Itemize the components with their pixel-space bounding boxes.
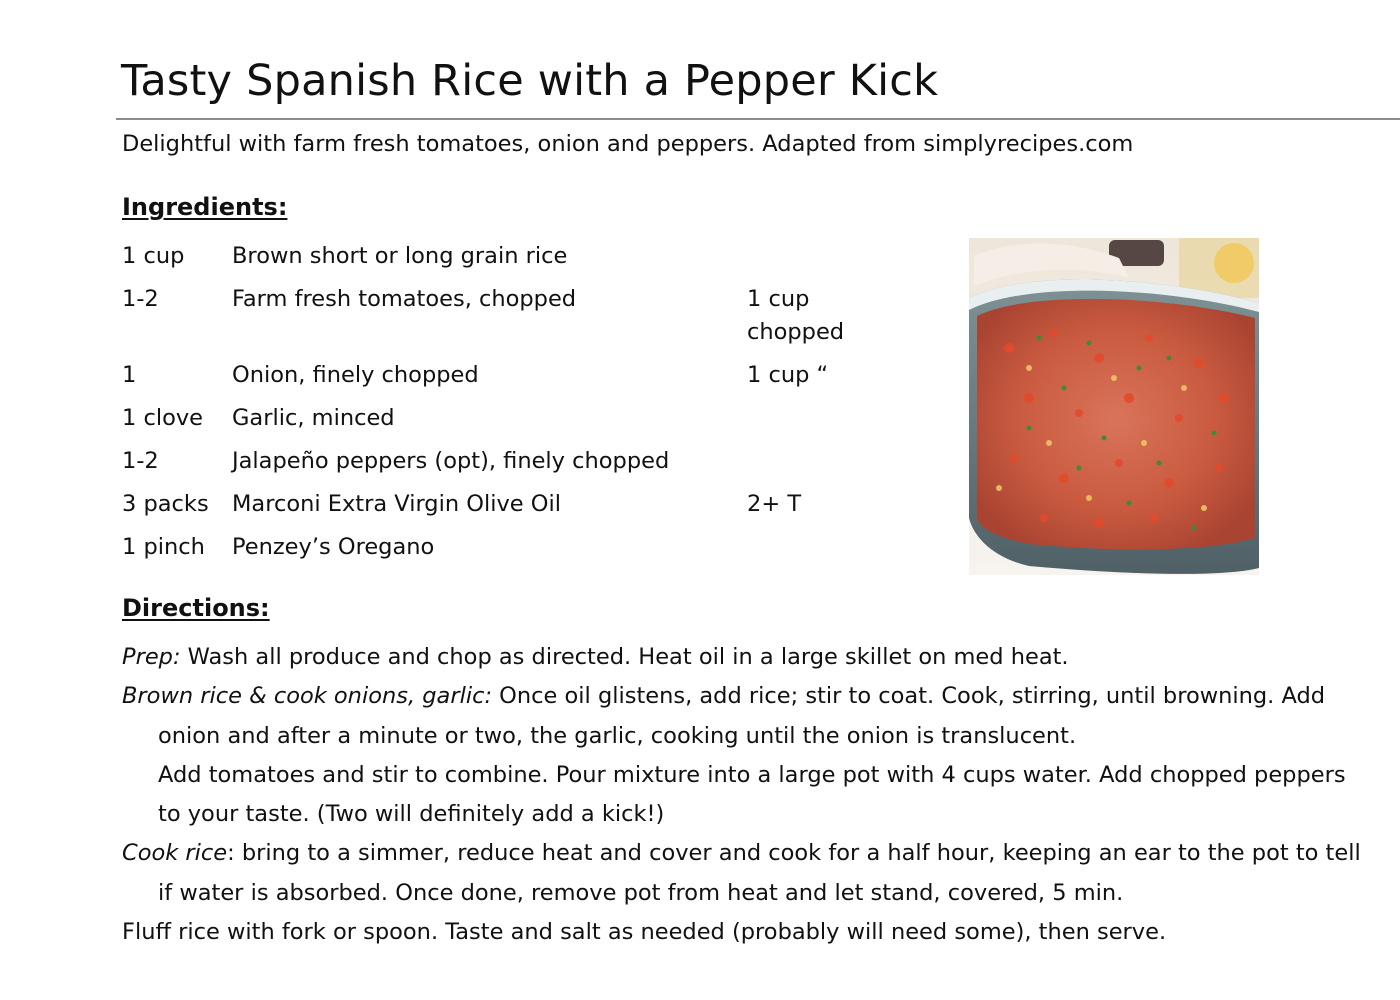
title-divider [116, 118, 1400, 120]
ingredient-quantity: 1 [122, 362, 137, 388]
ingredient-quantity: 1 clove [122, 405, 204, 431]
ingredient-name: Jalapeño peppers (opt), finely chopped [232, 448, 670, 474]
ingredient-name: Onion, finely chopped [232, 362, 479, 388]
ingredient-name: Brown short or long grain rice [232, 243, 568, 269]
ingredient-row [122, 488, 902, 521]
step-label: Brown rice & cook onions, garlic: [122, 683, 493, 710]
direction-step [122, 677, 1362, 834]
step-label: Cook rice [122, 840, 228, 867]
ingredient-amount [747, 402, 877, 435]
recipe-subtitle: Delightful with farm fresh tomatoes, onion and peppers. Adapted from simplyrecipes.com [122, 131, 1134, 157]
spanish-rice-skillet-photo [969, 238, 1259, 575]
ingredient-row [122, 445, 902, 478]
ingredient-name: Farm fresh tomatoes, chopped [232, 286, 577, 312]
ingredient-quantity: 1-2 [122, 286, 159, 312]
ingredient-row [122, 283, 902, 349]
ingredient-quantity: 1-2 [122, 448, 159, 474]
ingredient-amount: 1 cup “ [747, 362, 829, 388]
ingredient-name: Marconi Extra Virgin Olive Oil [232, 491, 561, 517]
directions-list [122, 638, 1362, 952]
ingredient-row [122, 359, 902, 392]
direction-step [122, 638, 1362, 677]
step-continuation: Add tomatoes and stir to combine. Pour mixture into a large pot with 4 cups water. Add chopped peppers to your taste. (Two will definitely add a kick!) [158, 761, 1346, 828]
directions-heading: Directions: [122, 594, 270, 622]
step-text: Fluff rice with fork or spoon. Taste and salt as needed (probably will need some), then serve. [122, 919, 1167, 946]
ingredients-list [122, 240, 902, 574]
ingredient-amount [747, 240, 877, 273]
direction-step [122, 834, 1362, 913]
ingredient-quantity: 1 cup [122, 243, 185, 269]
step-text: : bring to a simmer, reduce heat and cover and cook for a half hour, keeping an ear to the pot to tell if water is absorbed. Once done, remove pot from heat and let stand, covered, 5 min. [158, 840, 1361, 906]
direction-step [122, 913, 1362, 952]
ingredient-amount: 2+ T [747, 491, 802, 517]
ingredients-heading: Ingredients: [122, 193, 288, 221]
ingredient-quantity: 3 packs [122, 491, 209, 517]
ingredient-amount [747, 445, 877, 478]
step-text: Once oil glistens, add rice; stir to coat. Cook, stirring, until browning. Add onion and after a minute or two, the garlic, cooking until the onion is translucent. [158, 683, 1326, 749]
ingredient-name: Penzey’s Oregano [232, 534, 435, 560]
step-label: Prep: [122, 644, 181, 670]
recipe-title: Tasty Spanish Rice with a Pepper Kick [121, 56, 939, 106]
ingredient-row [122, 240, 902, 273]
ingredient-amount [747, 531, 877, 564]
ingredient-row [122, 531, 902, 564]
step-text: Wash all produce and chop as directed. Heat oil in a large skillet on med heat. [180, 644, 1069, 670]
ingredient-amount: 1 cup chopped [747, 286, 845, 345]
ingredient-row [122, 402, 902, 435]
ingredient-name: Garlic, minced [232, 405, 395, 431]
ingredient-quantity: 1 pinch [122, 534, 205, 560]
